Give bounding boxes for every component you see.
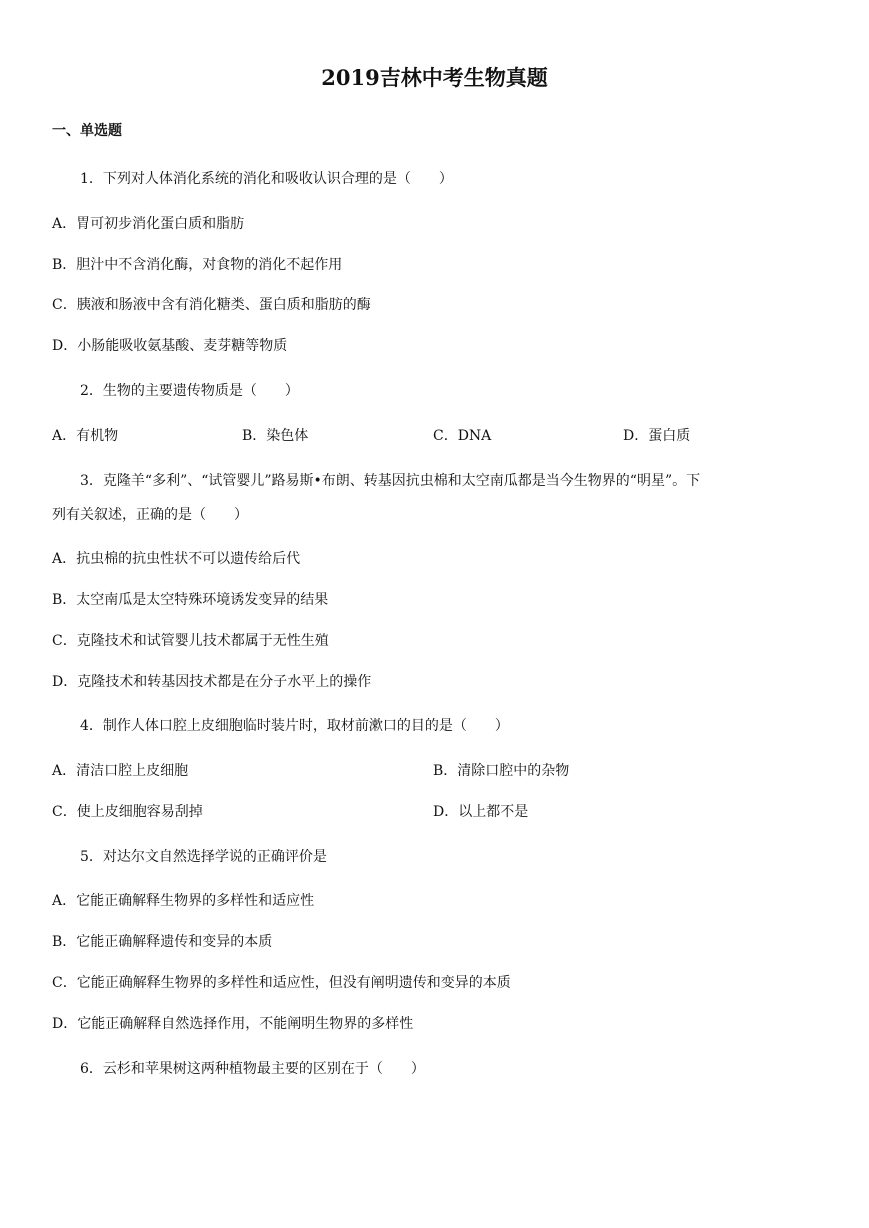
question-5-stem: 5．对达尔文自然选择学说的正确评价是 — [80, 849, 327, 865]
question-2-stem: 2．生物的主要遗传物质是（ ） — [80, 383, 299, 399]
question-2-option-a: A．有机物 — [52, 428, 119, 444]
question-4-option-a: A．清洁口腔上皮细胞 — [52, 763, 189, 779]
question-2-option-c: C．DNA — [433, 428, 492, 444]
section-heading: 一、单选题 — [52, 123, 122, 139]
question-4-stem: 4．制作人体口腔上皮细胞临时装片时，取材前漱口的目的是（ ） — [80, 718, 509, 734]
question-5-option-c: C．它能正确解释生物界的多样性和适应性，但没有阐明遗传和变异的本质 — [52, 975, 511, 991]
question-4-option-c: C．使上皮细胞容易刮掉 — [52, 804, 203, 820]
page-title: 2019吉林中考生物真题 — [321, 65, 548, 90]
question-3-option-a: A．抗虫棉的抗虫性状不可以遗传给后代 — [52, 551, 301, 567]
question-1-option-b: B．胆汁中不含消化酶，对食物的消化不起作用 — [52, 257, 343, 273]
question-1-option-d: D．小肠能吸收氨基酸、麦芽糖等物质 — [52, 338, 288, 354]
question-1-option-a: A．胃可初步消化蛋白质和脂肪 — [52, 216, 245, 232]
question-3-option-c: C．克隆技术和试管婴儿技术都属于无性生殖 — [52, 633, 329, 649]
question-1-stem: 1．下列对人体消化系统的消化和吸收认识合理的是（ ） — [80, 171, 453, 187]
question-3-option-b: B．太空南瓜是太空特殊环境诱发变异的结果 — [52, 592, 329, 608]
question-4-option-d: D．以上都不是 — [433, 804, 529, 820]
question-5-option-b: B．它能正确解释遗传和变异的本质 — [52, 934, 273, 950]
question-5-option-a: A．它能正确解释生物界的多样性和适应性 — [52, 893, 315, 909]
question-3-stem-line2: 列有关叙述，正确的是（ ） — [52, 507, 248, 523]
question-2-option-b: B．染色体 — [242, 428, 309, 444]
question-3-stem-line1: 3．克隆羊“多利”、“试管婴儿”路易斯•布朗、转基因抗虫棉和太空南瓜都是当今生物界的“明星”。下 — [80, 473, 701, 489]
question-3-option-d: D．克隆技术和转基因技术都是在分子水平上的操作 — [52, 674, 372, 690]
question-2-option-d: D．蛋白质 — [623, 428, 691, 444]
question-6-stem: 6．云杉和苹果树这两种植物最主要的区别在于（ ） — [80, 1061, 425, 1077]
question-4-option-b: B．清除口腔中的杂物 — [433, 763, 570, 779]
question-1-option-c: C．胰液和肠液中含有消化糖类、蛋白质和脂肪的酶 — [52, 297, 371, 313]
question-5-option-d: D．它能正确解释自然选择作用，不能阐明生物界的多样性 — [52, 1016, 414, 1032]
